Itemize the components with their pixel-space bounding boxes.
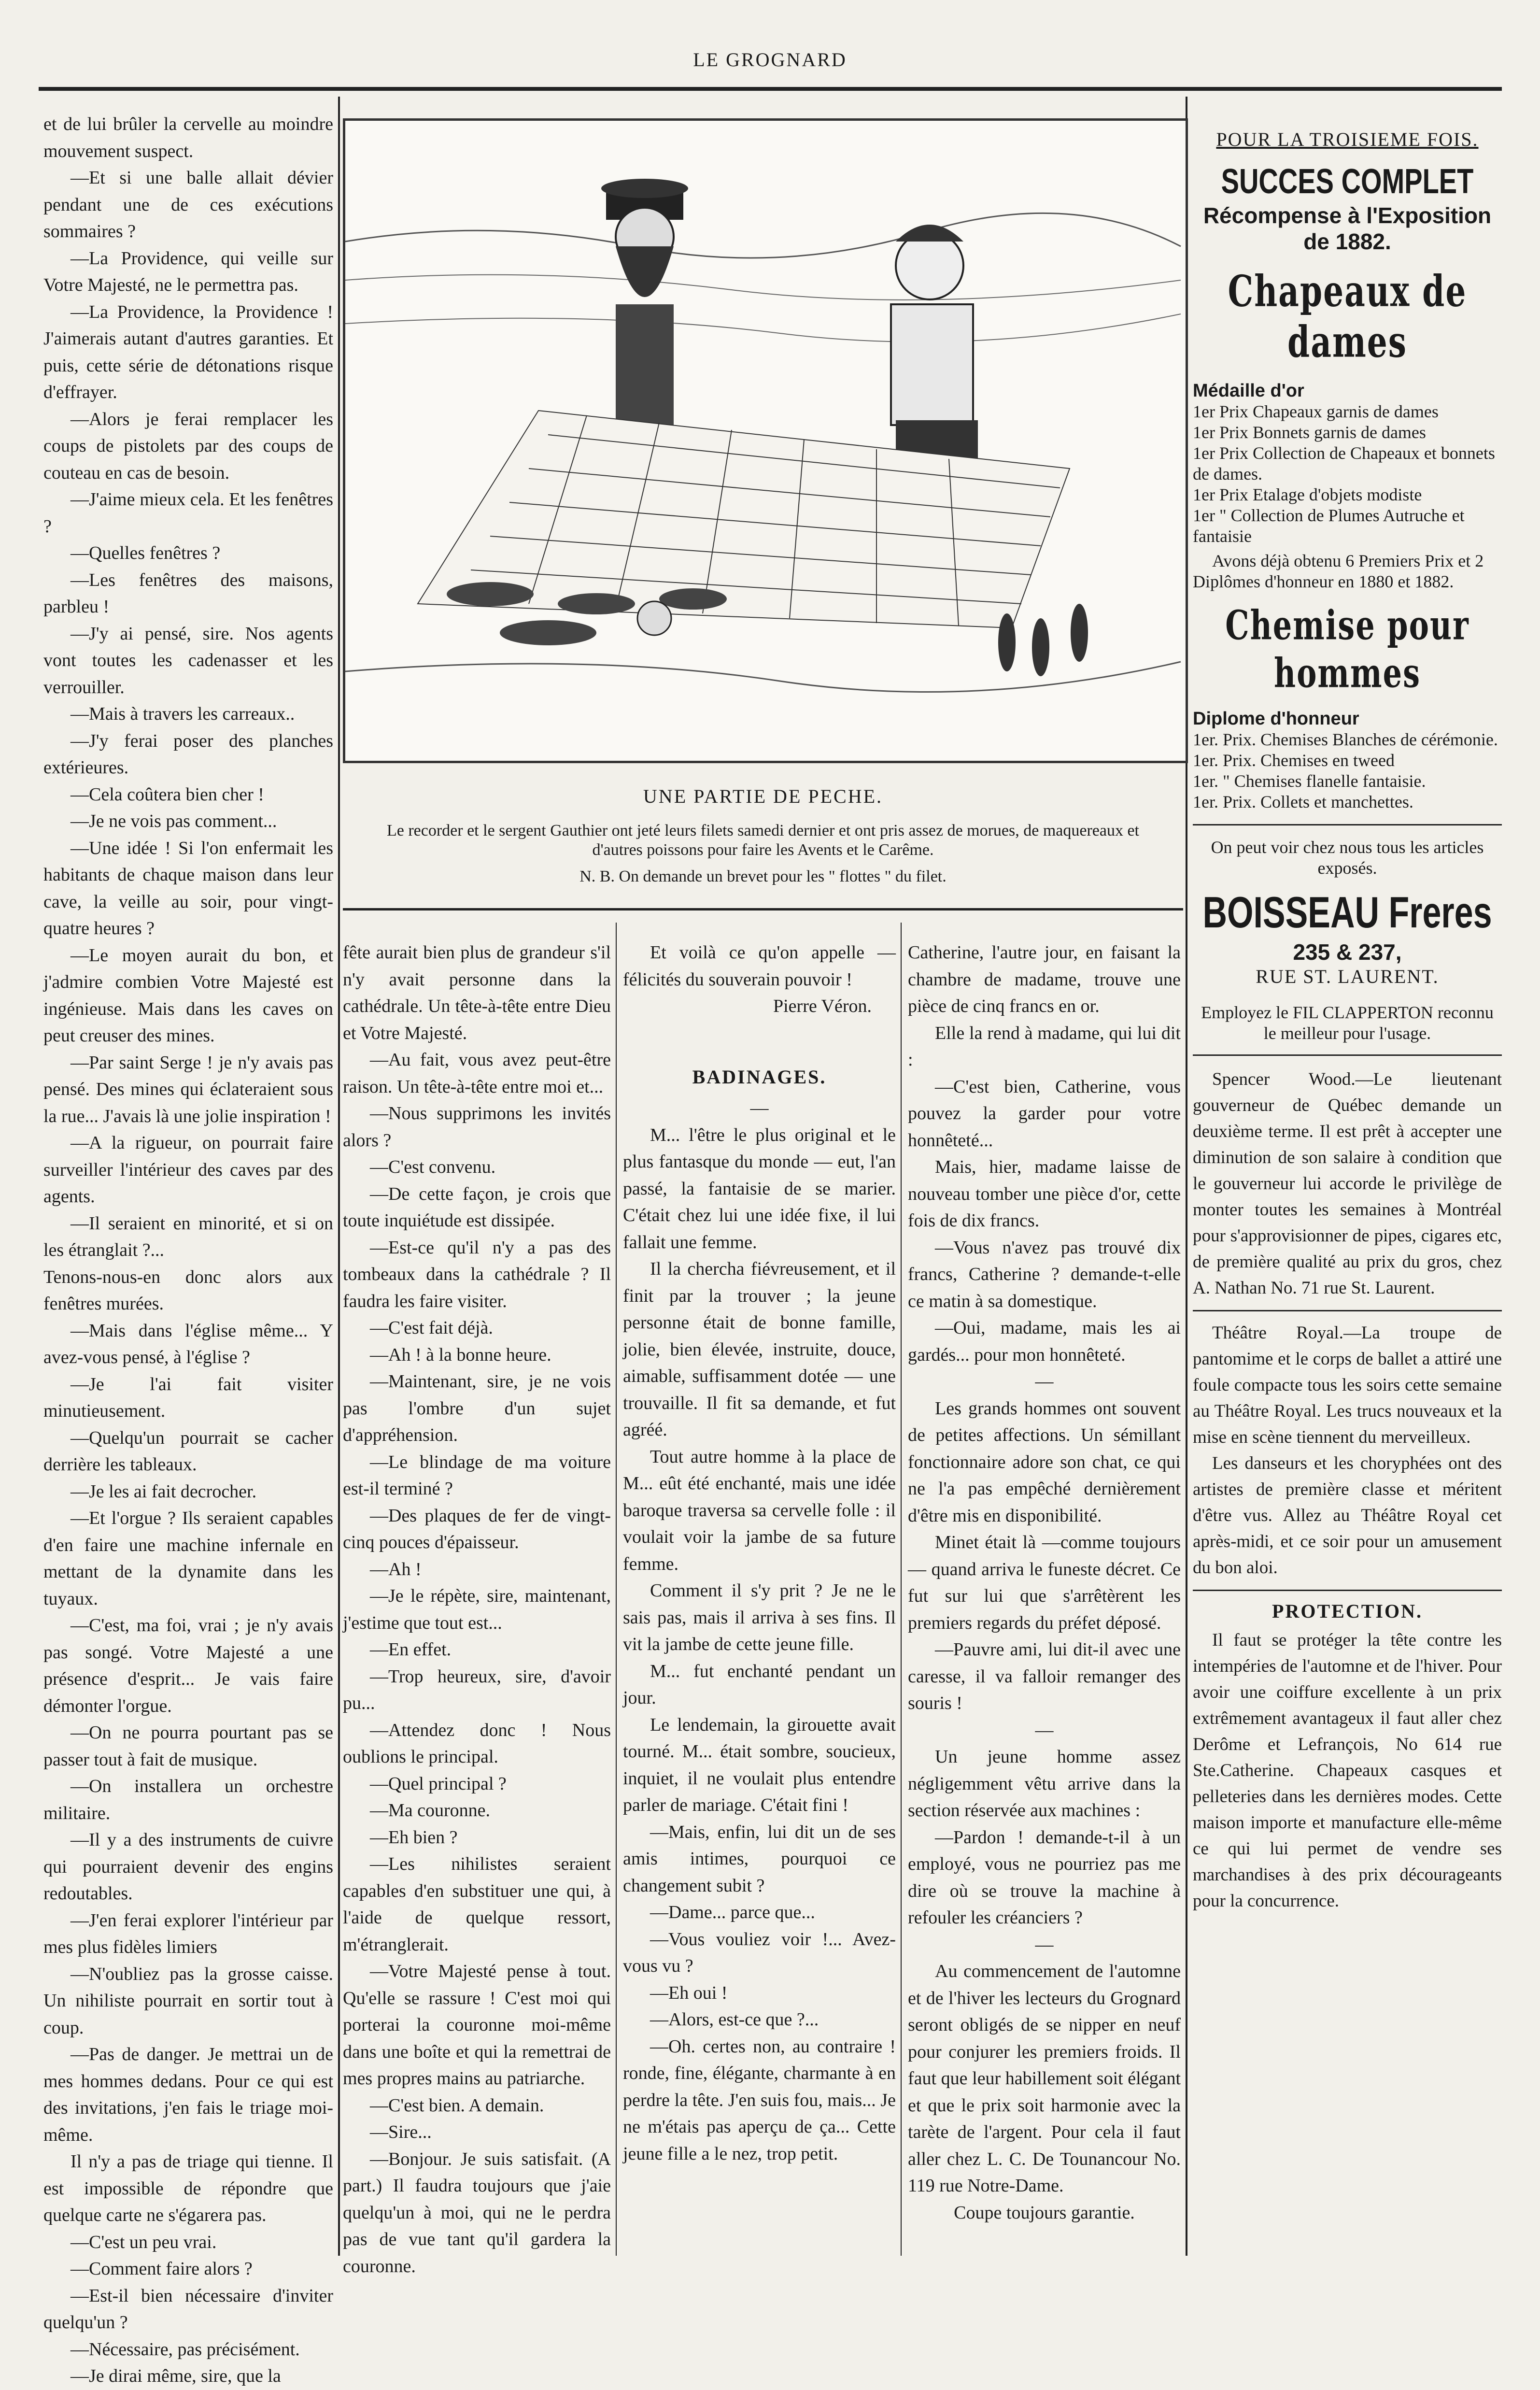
paragraph: Tout autre homme à la place de M... eût été enchanté, mais une idée baroque traversa sa cervelle folle : il voulait voir la jambe de sa future femme.	[623, 1446, 896, 1574]
ad-year: de 1882.	[1303, 229, 1391, 254]
ad-fil-clapperton: Employez le FIL CLAPPERTON reconnu le meilleur pour l'usage.	[1201, 1003, 1494, 1043]
ad-theatre-royal: Théâtre Royal.—La troupe de pantomime et le corps de ballet a attiré une foule compacte tous les soirs cette semaine au Théâtre Royal. Les trucs nouveaux et la mise en scène tiennent du merveilleux.	[1193, 1323, 1502, 1447]
ad-prize: 1er Prix Bonnets garnis de dames	[1193, 423, 1426, 442]
ad-top-line: POUR LA TROISIEME FOIS.	[1216, 128, 1479, 150]
paragraph: —Je les ai fait decrocher.	[71, 1481, 257, 1502]
paragraph: —Ah ! à la bonne heure.	[370, 1344, 551, 1365]
paragraph: —Attendez donc ! Nous oublions le principal.	[343, 1720, 611, 1767]
paragraph: —Eh oui !	[650, 1982, 728, 2003]
ad-chemise-item: 1er. Prix. Collets et manchettes.	[1193, 792, 1413, 811]
paragraph: —Bonjour. Je suis satisfait. (A part.) Il faudra toujours que j'aie quelqu'un à moi, qui ne le perdra pas de vue tant qu'il gardera la couronne.	[343, 2148, 611, 2276]
ad-address-number: 235 & 237,	[1293, 939, 1402, 965]
paragraph: —C'est bien. A demain.	[370, 2095, 544, 2116]
paragraph: —Nécessaire, pas précisément.	[71, 2339, 300, 2360]
paragraph: —Est-il bien nécessaire d'inviter quelqu'un ?	[43, 2285, 333, 2333]
paragraph: Comment il s'y prit ? Je ne le sais pas, mais il arriva à ses fins. Il vit la jambe de cette jeune fille.	[623, 1580, 896, 1654]
paragraph: —J'y ai pensé, sire. Nos agents vont toutes les cadenasser et les verrouiller.	[43, 623, 333, 697]
ad-divider	[1193, 1590, 1502, 1591]
illustration-bottom-rule	[343, 908, 1183, 910]
masthead: LE GROGNARD	[693, 49, 847, 71]
paragraph: —J'y ferai poser des planches extérieures.	[43, 730, 333, 778]
ad-chemise-item: 1er. Prix. Chemises en tweed	[1193, 751, 1395, 770]
paragraph: —Vous n'avez pas trouvé dix francs, Catherine ? demande-t-elle ce matin à sa domestique.	[908, 1237, 1181, 1311]
paragraph: —Pas de danger. Je mettrai un de mes hommes dedans. Pour ce qui est des invitations, j'en fais le triage moi-même.	[43, 2044, 333, 2145]
fishing-scene-drawing	[345, 121, 1181, 756]
paragraph: —Maintenant, sire, je ne vois pas l'ombre d'un sujet d'appréhension.	[343, 1371, 611, 1445]
ad-divider	[1193, 824, 1502, 825]
ad-chemise-item: 1er. Prix. Chemises Blanches de cérémonie.	[1193, 730, 1498, 749]
paragraph: Au commencement de l'automne et de l'hiver les lecteurs du Grognard seront obligés de se nipper en neuf pour conjurer les premiers froids. Il faut que leur habillement soit élégant et que le prix soit harmonie avec la tarète de l'argent. Pour cela il faut aller chez L. C. De Tounancour No. 119 rue Notre-Dame.	[908, 1961, 1181, 2196]
ad-protection-heading: PROTECTION.	[1272, 1600, 1423, 1622]
paragraph: —Mais dans l'église même... Y avez-vous pensé, à l'église ?	[43, 1320, 333, 1367]
separator: —	[1035, 1720, 1054, 1740]
paragraph: —Comment faire alors ?	[71, 2259, 253, 2279]
paragraph: —Le blindage de ma voiture est-il terminé ?	[343, 1451, 611, 1499]
paragraph: —Je dirai même, sire, que la	[71, 2366, 281, 2386]
ad-boisseau-freres: BOISSEAU Freres	[1202, 888, 1492, 937]
paragraph: Les grands hommes ont souvent de petites affections. Un sémillant fonctionnaire adore son chat, ce qui ne l'a pas empêché dernièrement d'être mis en disponibilité.	[908, 1398, 1181, 1526]
paragraph: —N'oubliez pas la grosse caisse. Un nihiliste pourrait en sortir tout à coup.	[43, 1963, 333, 2038]
paragraph: —Vous vouliez voir !... Avez-vous vu ?	[623, 1929, 896, 1976]
paragraph: Un jeune homme assez négligemment vêtu arrive dans la section réservée aux machines :	[908, 1747, 1181, 1821]
paragraph: —Est-ce qu'il n'y a pas des tombeaux dans la cathédrale ? Il faudra les faire visiter.	[343, 1237, 611, 1311]
ad-chemise-pour-hommes: Chemise pour hommes	[1225, 601, 1469, 697]
paragraph: —Oh. certes non, au contraire ! ronde, fine, élégante, charmante à en perdre la tête. J'en suis fou, mais... Je ne m'étais pas aperçu de ça... Cette jeune fille a le nez, trop petit.	[623, 2036, 896, 2164]
paragraph: —Trop heureux, sire, d'avoir pu...	[343, 1666, 611, 1713]
paragraph: —Il seraient en minorité, et si on les étranglait ?...	[43, 1213, 333, 1260]
paragraph: —Et l'orgue ? Ils seraient capables d'en faire une machine infernale en mettant de la dynamite dans les tuyaux.	[43, 1508, 333, 1609]
ad-chapeaux-de-dames: Chapeaux de dames	[1228, 265, 1467, 368]
paragraph: —On installera un orchestre militaire.	[43, 1776, 333, 1823]
paragraph: —Les fenêtres des maisons, parbleu !	[43, 569, 333, 617]
paragraph: —Alors, est-ce que ?...	[650, 2009, 819, 2030]
paragraph: —J'aime mieux cela. Et les fenêtres ?	[43, 489, 333, 537]
ad-diplome: Diplome d'honneur	[1193, 709, 1359, 729]
paragraph: —De cette façon, je crois que toute inquiétude est dissipée.	[343, 1183, 611, 1231]
paragraph: M... fut enchanté pendant un jour.	[623, 1661, 896, 1708]
paragraph: —Je le répète, sire, maintenant, j'estime que tout est...	[343, 1586, 611, 1633]
paragraph: —Ma couronne.	[370, 1800, 491, 1821]
paragraph: —C'est convenu.	[370, 1157, 496, 1177]
paragraph: —A la rigueur, on pourrait faire surveiller l'intérieur des caves par des agents.	[43, 1133, 333, 1207]
top-rule	[39, 87, 1502, 91]
column-rule-1	[338, 97, 340, 2256]
paragraph: —On ne pourra pourtant pas se passer tout à fait de musique.	[43, 1722, 333, 1770]
separator: —	[1035, 1934, 1054, 1955]
paragraph: —Eh bien ?	[370, 1827, 458, 1848]
ad-street: RUE ST. LAURENT.	[1256, 966, 1439, 987]
paragraph: M... l'être le plus original et le plus fantasque du monde — eut, l'an passé, la fantaisie de se marier. C'était chez lui une idée fixe, il lui fallait une femme.	[623, 1124, 896, 1252]
ad-chemise-item: 1er. " Chemises flanelle fantaisie.	[1193, 771, 1426, 791]
paragraph: —Quel principal ?	[370, 1773, 507, 1794]
paragraph: —La Providence, la Providence ! J'aimerais autant d'autres garanties. Et puis, cette série de détonations risque d'effrayer.	[43, 301, 333, 402]
article-column-1	[43, 111, 333, 2386]
ad-prize: 1er Prix Etalage d'objets modiste	[1193, 485, 1422, 504]
paragraph: Il la chercha fiévreusement, et il finit par la trouver ; la jeune personne était de bonne famille, jolie, bien élevée, instruite, douce, aimable, suffisamment dotée — une trouvaille. Il fit sa demande, et fut agréé.	[623, 1259, 896, 1440]
ad-medaille: Médaille d'or	[1193, 381, 1304, 401]
paragraph: —J'en ferai explorer l'intérieur par mes plus fidèles limiers	[43, 1910, 333, 1957]
paragraph: —Quelles fenêtres ?	[71, 543, 221, 563]
paragraph: —Alors je ferai remplacer les coups de pistolets par des coups de couteau en cas de besoin.	[43, 409, 333, 483]
paragraph: —En effet.	[370, 1639, 452, 1660]
ad-divider	[1193, 1054, 1502, 1056]
paragraph: Elle la rend à madame, qui lui dit :	[908, 1023, 1181, 1070]
paragraph: Il n'y a pas de triage qui tienne. Il est impossible de répondre que quelque carte ne s'égarera pas.	[43, 2151, 333, 2225]
paragraph: —Il y a des instruments de cuivre qui pourraient devenir des engins redoutables.	[43, 1830, 333, 1904]
paragraph: Catherine, l'autre jour, en faisant la chambre de madame, trouve une pièce de cinq francs en or.	[908, 942, 1181, 1016]
paragraph: —Au fait, vous avez peut-être raison. Un tête-à-tête entre moi et...	[343, 1050, 611, 1097]
paragraph: —Mais à travers les carreaux..	[71, 704, 295, 724]
closing-line: Coupe toujours garantie.	[954, 2202, 1135, 2223]
paragraph: —Sire...	[370, 2122, 432, 2142]
ad-recompense: Récompense à l'Exposition	[1203, 203, 1492, 228]
paragraph: —Et si une balle allait dévier pendant une de ces exécutions sommaires ?	[43, 168, 333, 242]
article-column-2	[343, 939, 611, 2276]
ad-divider	[1193, 1310, 1502, 1311]
paragraph: —Pauvre ami, lui dit-il avec une caresse, il va falloir remanger des souris !	[908, 1639, 1181, 1713]
ad-prize: Avons déjà obtenu 6 Premiers Prix et 2 Diplômes d'honneur en 1880 et 1882.	[1193, 551, 1484, 591]
illustration-fishing-party	[343, 118, 1188, 763]
paragraph: —Par saint Serge ! je n'y avais pas pensé. Des mines qui éclateraient sous la rue... J'avais là une jolie inspiration !	[43, 1052, 333, 1126]
paragraph: —C'est un peu vrai.	[71, 2232, 217, 2252]
paragraph: —Les nihilistes seraient capables d'en substituer une qui, à l'aide de quelque ressort, m'étranglerait.	[343, 1854, 611, 1955]
paragraph: —Dame... parce que...	[650, 1902, 815, 1922]
paragraph: —Une idée ! Si l'on enfermait les habitants de chaque maison dans leur cave, la veille au soir, pour vingt-quatre heures ?	[43, 838, 333, 939]
column-rule-3	[901, 923, 902, 2256]
ad-spencer-wood: Spencer Wood.—Le lieutenant gouverneur de Québec demande un deuxième terme. Il est prêt à accepter une diminution de son salaire à condition que le gouverneur lui accorde le privilège de monter toutes les semaines à Montréal pour s'approvisionner de pipes, cigares etc, de première qualité au prix du gros, chez A. Nathan No. 71 rue St. Laurent.	[1193, 1069, 1502, 1298]
paragraph: —Ah !	[370, 1559, 422, 1579]
ad-succes-complet: SUCCES COMPLET	[1221, 161, 1474, 201]
illustration-caption: UNE PARTIE DE PECHE.	[643, 785, 883, 807]
paragraph: Minet était là —comme toujours— quand arriva le funeste décret. Ce fut sur lui que s'arrêtèrent les premiers regards du préfet déposé.	[908, 1532, 1181, 1633]
paragraph: —C'est, ma foi, vrai ; je n'y avais pas songé. Votre Majesté a une présence d'esprit... Je vais faire démonter l'orgue.	[43, 1615, 333, 1716]
illustration-text: Le recorder et le sergent Gauthier ont jeté leurs filets samedi dernier et ont pris assez de morues, de maquereaux et d'autres poissons pour faire les Avents et le Carême.	[386, 822, 1140, 859]
ad-prize: 1er Prix Collection de Chapeaux et bonnets de dames.	[1193, 443, 1495, 484]
signature: Pierre Véron.	[773, 996, 872, 1016]
paragraph: —Pardon ! demande-t-il à un employé, vous ne pourriez pas me dire où se trouve la machine à refouler les créanciers ?	[908, 1827, 1181, 1928]
paragraph: et de lui brûler la cervelle au moindre mouvement suspect.	[43, 114, 333, 161]
ad-theatre-royal-2: Les danseurs et les choryphées ont des artistes de première classe et méritent d'être vus. Allez au Théâtre Royal cet après-midi, et ce soir pour un amusement du bon aloi.	[1193, 1453, 1502, 1578]
paragraph: —Je l'ai fait visiter minutieusement.	[43, 1374, 333, 1421]
section-heading-badinages: BADINAGES.	[692, 1066, 827, 1088]
ad-protection: Il faut se protéger la tête contre les intempéries de l'automne et de l'hiver. Pour avoir une coiffure excellente à un prix extrêmement avantageux il faut aller chez Derôme et Lefrançois, No 614 rue Ste.Catherine. Chapeaux casques et pelleteries dans les dernières modes. Cette maison importe et manufacture elle-même ce qui lui permet de vendre ses marchandises à des prix décourageants pour la concurrence.	[1193, 1630, 1502, 1911]
paragraph: —Le moyen aurait du bon, et j'admire combien Votre Majesté est ingénieuse. Mais dans les caves on peut creuser des mines.	[43, 945, 333, 1046]
closing-line: Et voilà ce qu'on appelle — félicités du souverain pouvoir !	[623, 942, 896, 990]
ad-prize: 1er Prix Chapeaux garnis de dames	[1193, 402, 1439, 421]
paragraph: Mais, hier, madame laisse de nouveau tomber une pièce d'or, cette fois de dix francs.	[908, 1157, 1181, 1231]
paragraph: —Quelqu'un pourrait se cacher derrière les tableaux.	[43, 1427, 333, 1475]
paragraph: Tenons-nous-en donc alors aux fenêtres murées.	[43, 1266, 333, 1314]
paragraph: —Mais, enfin, lui dit un de ses amis intimes, pourquoi ce changement subit ?	[623, 1821, 896, 1896]
ad-prize: 1er " Collection de Plumes Autruche et fantaisie	[1193, 506, 1465, 546]
separator: —	[1035, 1371, 1054, 1392]
illustration-note: N. B. On demande un brevet pour les " flottes " du filet.	[579, 868, 947, 885]
advertisements-column	[1193, 111, 1502, 2256]
separator: —	[750, 1098, 769, 1118]
paragraph: —Cela coûtera bien cher !	[71, 784, 264, 805]
paragraph: —Des plaques de fer de vingt-cinq pouces d'épaisseur.	[343, 1505, 611, 1552]
paragraph: —C'est fait déjà.	[370, 1318, 493, 1338]
paragraph: —Votre Majesté pense à tout. Qu'elle se rassure ! C'est moi qui porterai la couronne moi-même dans une boîte et qui la remettrai de mes propres mains au patriarche.	[343, 1961, 611, 2089]
column-rule-2	[616, 923, 617, 2256]
article-column-4	[908, 939, 1181, 2253]
paragraph: —Je ne vois pas comment...	[71, 811, 277, 831]
ad-voir: On peut voir chez nous tous les articles exposés.	[1211, 838, 1484, 878]
paragraph: —C'est bien, Catherine, vous pouvez la garder pour votre honnêteté...	[908, 1076, 1181, 1151]
paragraph: fête aurait bien plus de grandeur s'il n'y avait personne dans la cathédrale. Un tête-à-tête entre Dieu et Votre Majesté.	[343, 942, 611, 1043]
paragraph: —Oui, madame, mais les ai gardés... pour mon honnêteté.	[908, 1318, 1181, 1365]
paragraph: Le lendemain, la girouette avait tourné. M... était sombre, soucieux, inquiet, il ne voulait plus entendre parler de mariage. C'était fini !	[623, 1714, 896, 1815]
paragraph: —Nous supprimons les invités alors ?	[343, 1103, 611, 1151]
paragraph: —La Providence, qui veille sur Votre Majesté, ne le permettra pas.	[43, 248, 333, 295]
article-column-3	[623, 939, 896, 2253]
